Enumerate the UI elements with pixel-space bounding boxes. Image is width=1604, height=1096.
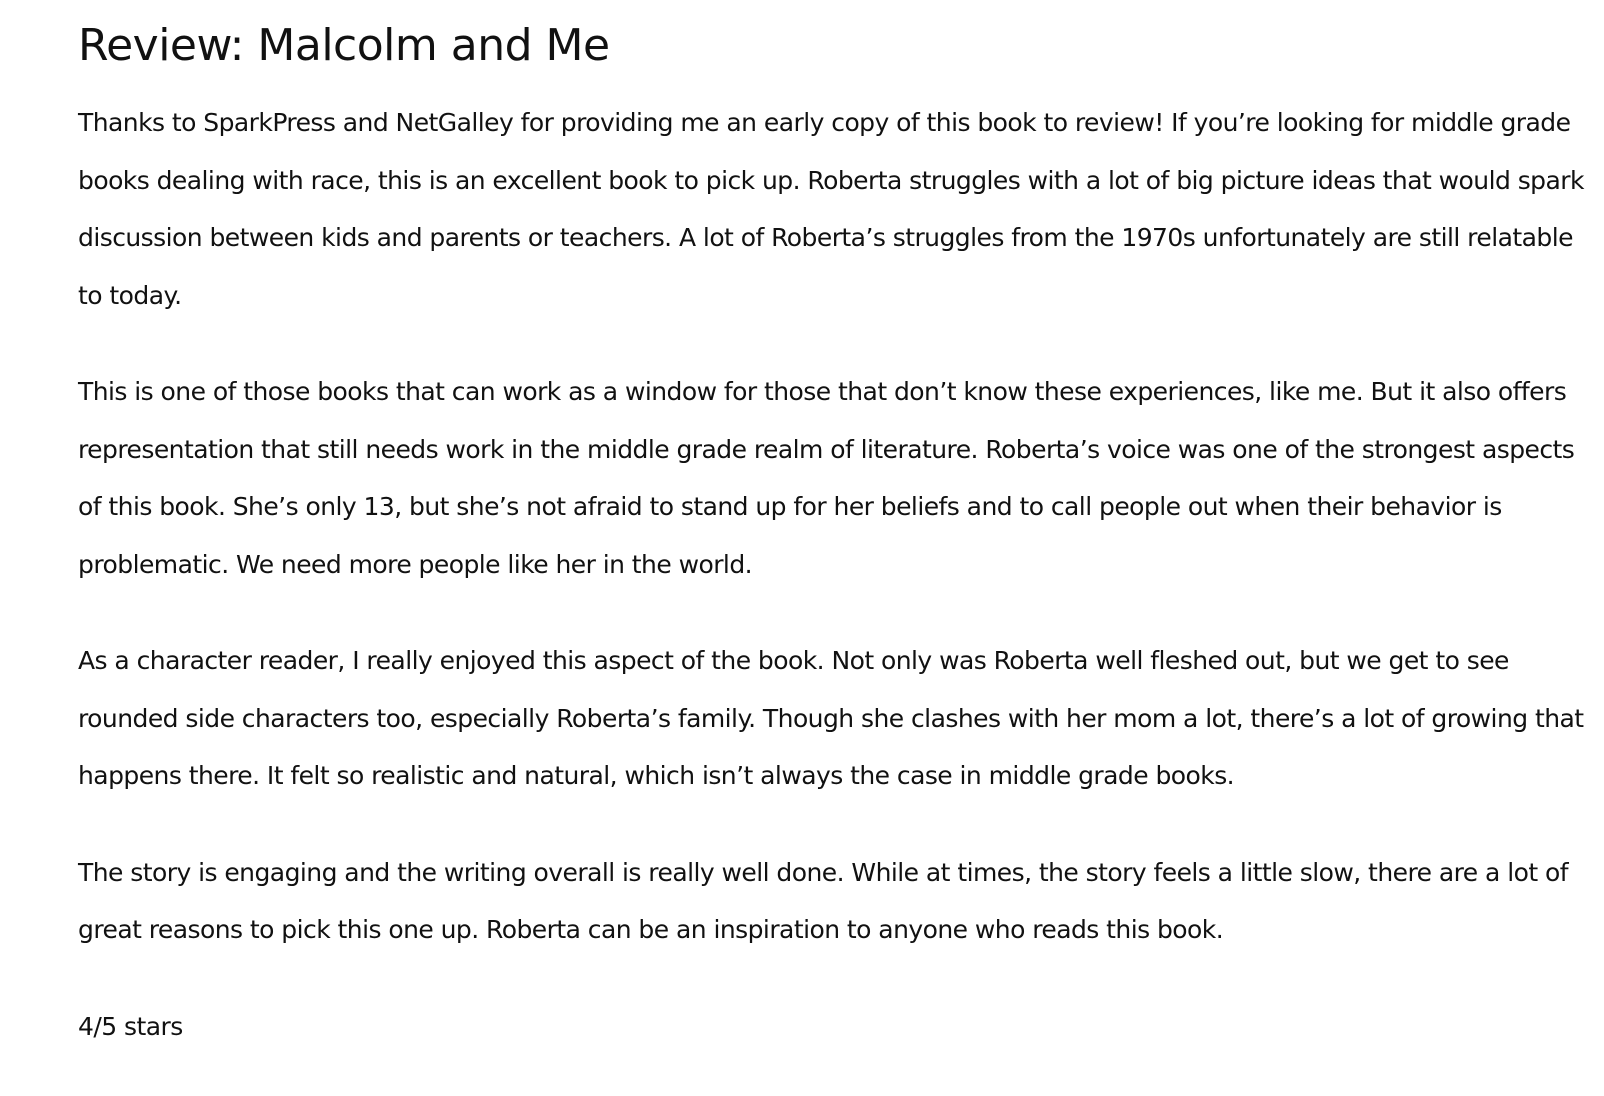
review-paragraph-2: This is one of those books that can work as a window for those that don’t know these experiences, like me. But it also offers representation that still needs work in the middle grade realm of literature. Roberta’s voice was one of the strongest aspects of this book. She’s only 13, but she’s not afraid to stand up for her beliefs and to call people out when their behavior is problematic. We need more people like her in the world.	[78, 377, 1575, 579]
review-paragraph-4: The story is engaging and the writing overall is really well done. While at times, the story feels a little slow, there are a lot of great reasons to pick this one up. Roberta can be an inspiration to anyone who reads this book.	[78, 857, 1568, 944]
review-article	[78, 0, 1588, 1055]
review-paragraph-1: Thanks to SparkPress and NetGalley for providing me an early copy of this book to review! If you’re looking for middle grade books dealing with race, this is an excellent book to pick up. Roberta struggles with a lot of big picture ideas that would spark discussion between kids and parents or teachers. A lot of Roberta’s struggles from the 1970s unfortunately are still relatable to today.	[78, 108, 1584, 310]
review-paragraph-3: As a character reader, I really enjoyed this aspect of the book. Not only was Roberta well fleshed out, but we get to see rounded side characters too, especially Roberta’s family. Though she clashes with her mom a lot, there’s a lot of growing that happens there. It felt so realistic and natural, which isn’t always the case in middle grade books.	[78, 646, 1584, 790]
post-title: Review: Malcolm and Me	[78, 20, 610, 71]
star-rating: 4/5 stars	[78, 1011, 183, 1041]
